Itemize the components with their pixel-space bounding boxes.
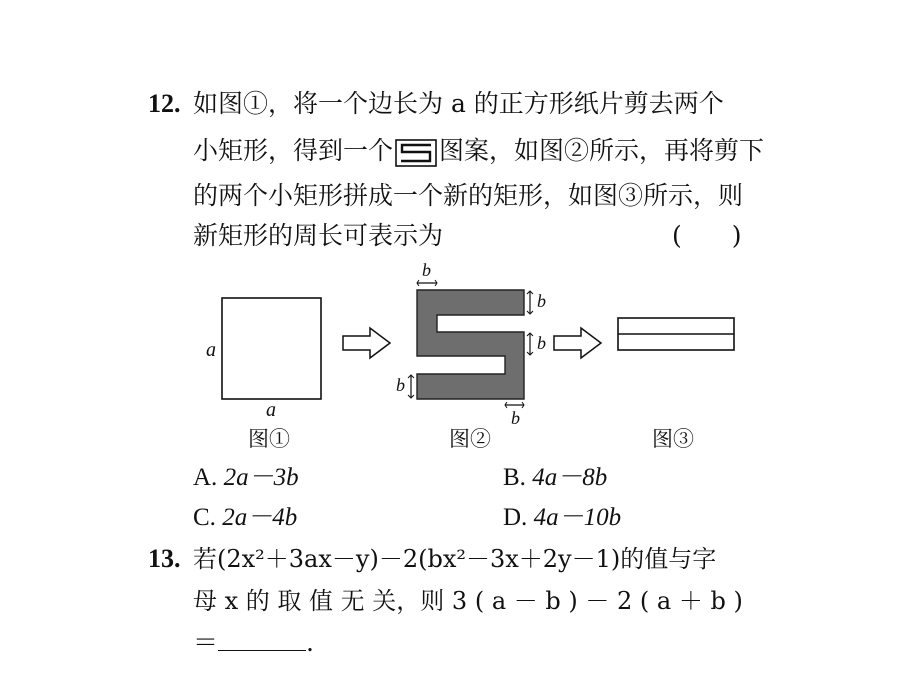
question-12-line-2 bbox=[193, 135, 764, 167]
question-13-number: 13. bbox=[148, 544, 181, 573]
new-rectangle bbox=[618, 318, 734, 350]
question-13-line-3 bbox=[193, 627, 314, 659]
question-12-line-4: 新矩形的周长可表示为 bbox=[193, 221, 444, 250]
s-shape bbox=[417, 290, 524, 399]
question-12-number: 12. bbox=[148, 89, 181, 118]
question-12-line-2a: 小矩形，得到一个 bbox=[193, 136, 394, 165]
equals-sign: ＝ bbox=[193, 628, 219, 657]
answer-parentheses: ( ) bbox=[672, 221, 742, 250]
dimension-label-b-1: b bbox=[422, 260, 431, 280]
caption-figure-3: 图③ bbox=[652, 427, 694, 451]
side-label-a-bottom: a bbox=[266, 399, 276, 421]
option-a[interactable] bbox=[193, 462, 299, 494]
option-d-text: 4a－10b bbox=[533, 504, 622, 531]
question-12-line-1: 如图①，将一个边长为 a 的正方形纸片剪去两个 bbox=[193, 89, 724, 118]
dimension-label-b-5: b bbox=[511, 408, 520, 428]
arrow-right-icon bbox=[554, 328, 601, 358]
option-b-text: 4a－8b bbox=[532, 464, 608, 491]
option-c[interactable] bbox=[193, 502, 297, 534]
caption-figure-1: 图① bbox=[248, 427, 290, 451]
side-label-a-left: a bbox=[206, 339, 216, 361]
s-shape-icon bbox=[395, 139, 437, 167]
question-12-line-2b: 图案，如图②所示，再将剪下 bbox=[439, 136, 765, 165]
question-12-line-3: 的两个小矩形拼成一个新的矩形，如图③所示，则 bbox=[193, 181, 744, 210]
dimension-label-b-2: b bbox=[537, 291, 546, 311]
option-d-letter: D. bbox=[503, 504, 528, 531]
question-13-line-1: 若(2x²＋3ax－y)－2(bx²－3x＋2y－1)的值与字 bbox=[193, 545, 717, 573]
answer-blank[interactable] bbox=[218, 628, 306, 651]
question-13-line-2: 母 x 的 取 值 无 关，则 3 ( a － b ) － 2 ( a ＋ b ) bbox=[193, 587, 743, 615]
dimension-label-b-4: b bbox=[396, 375, 405, 395]
square bbox=[222, 298, 321, 399]
caption-figure-2: 图② bbox=[449, 427, 491, 451]
option-c-text: 2a－4b bbox=[222, 504, 298, 531]
option-b[interactable] bbox=[503, 462, 607, 494]
option-a-letter: A. bbox=[193, 464, 218, 491]
arrow-right-icon bbox=[343, 328, 390, 358]
option-c-letter: C. bbox=[193, 504, 216, 531]
option-a-text: 2a－3b bbox=[223, 464, 299, 491]
option-d[interactable] bbox=[503, 502, 621, 534]
option-b-letter: B. bbox=[503, 464, 526, 491]
dimension-label-b-3: b bbox=[537, 333, 546, 353]
period: . bbox=[306, 628, 314, 657]
